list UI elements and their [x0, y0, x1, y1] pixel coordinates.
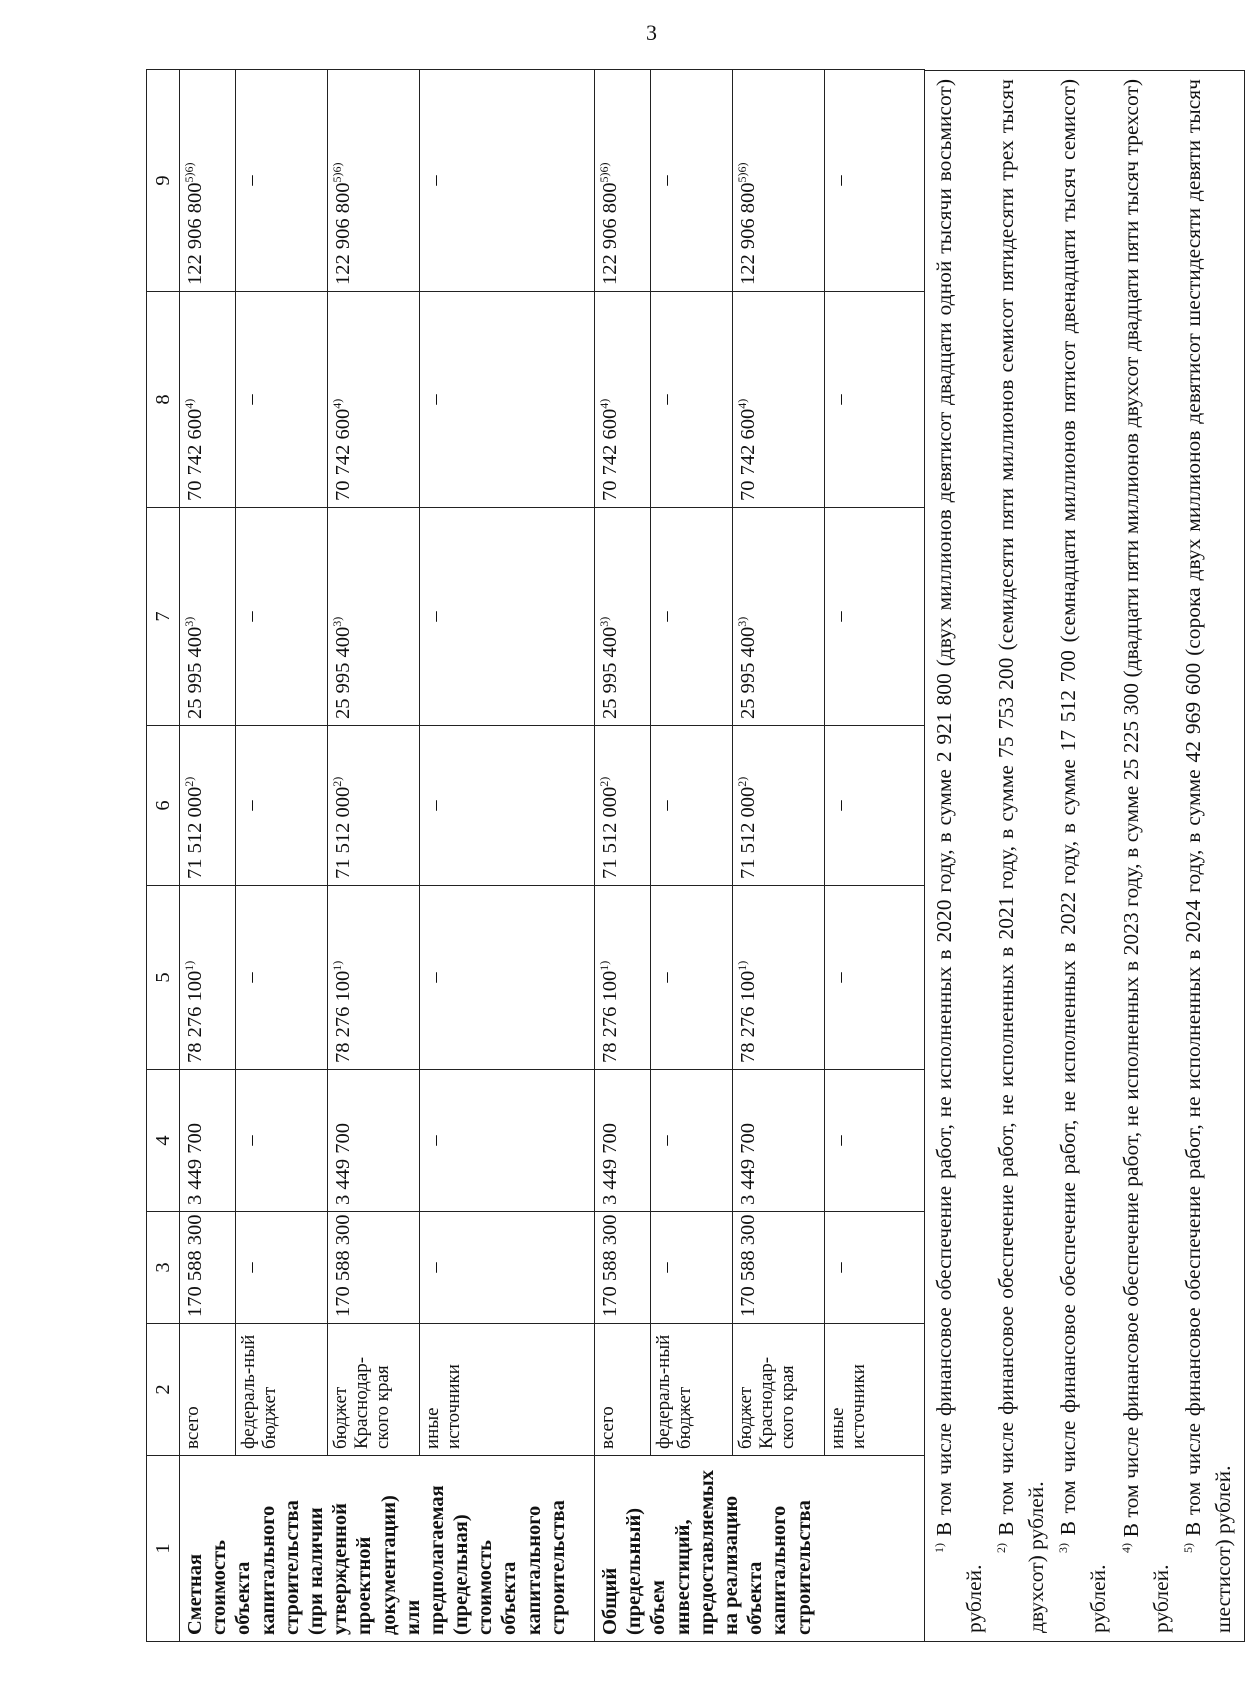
amount-cell-c6: –: [236, 726, 328, 886]
amount-cell-c9: –: [420, 70, 595, 292]
amount-cell-c5: [733, 886, 825, 1070]
amount-value: 170 588 300: [737, 1214, 759, 1317]
funding-source: бюджет Краснодар-ского края: [733, 1324, 825, 1456]
amount-cell-c9: [180, 70, 236, 292]
footnote-text: В том числе финансовое обеспечение работ, не исполненных в 2020 году, в сумме 2 921 800 (двух миллионов девятисот двадцати одной тысячи восьмисот) рублей.: [932, 79, 987, 1633]
amount-cell-c9: [595, 70, 651, 292]
footnote-ref: 4): [182, 398, 197, 409]
amount-cell-c3: –: [420, 1212, 595, 1324]
amount-cell-c6: [595, 726, 651, 886]
col-header-8: 8: [147, 292, 180, 508]
table-row: [825, 70, 925, 1642]
funding-source: всего: [180, 1324, 236, 1456]
amount-cell-c9: [733, 70, 825, 292]
amount-cell-c5: [180, 886, 236, 1070]
footnote-ref: 2): [735, 776, 750, 787]
amount-cell-c3: –: [236, 1212, 328, 1324]
amount-cell-c3: [595, 1212, 651, 1324]
footnote-mark: 2): [994, 1543, 1009, 1553]
amount-cell-c8: [328, 292, 420, 508]
amount-cell-c5: [595, 886, 651, 1070]
col-header-6: 6: [147, 726, 180, 886]
amount-value: 70 742 600: [184, 408, 206, 501]
footnote: [1116, 79, 1176, 1633]
footnote: [1178, 79, 1238, 1633]
footnote: [929, 79, 989, 1633]
funding-source: иные источники: [420, 1324, 595, 1456]
amount-cell-c3: –: [651, 1212, 733, 1324]
footnote-ref: 3): [330, 616, 345, 627]
col-header-2: 2: [147, 1324, 180, 1456]
amount-cell-c6: [180, 726, 236, 886]
funding-source: всего: [595, 1324, 651, 1456]
footnote-mark: 1): [931, 1543, 946, 1553]
amount-value: 170 588 300: [184, 1214, 206, 1317]
amount-cell-c7: [328, 508, 420, 726]
amount-cell-c3: [328, 1212, 420, 1324]
footnote-ref: 4): [330, 398, 345, 409]
table-row: [595, 70, 651, 1642]
amount-cell-c4: [595, 1070, 651, 1212]
amount-cell-c6: –: [825, 726, 925, 886]
amount-cell-c6: [733, 726, 825, 886]
amount-cell-c3: [733, 1212, 825, 1324]
table-row: [651, 70, 733, 1642]
amount-cell-c7: [180, 508, 236, 726]
footnote-ref: 5)6): [182, 162, 197, 183]
amount-value: 122 906 800: [599, 182, 621, 285]
amount-cell-c5: –: [651, 886, 733, 1070]
amount-value: 122 906 800: [332, 182, 354, 285]
table-row: [420, 70, 595, 1642]
amount-cell-c6: –: [420, 726, 595, 886]
footnote-ref: 1): [182, 960, 197, 971]
amount-value: 25 995 400: [332, 626, 354, 719]
footnote: [1053, 79, 1113, 1633]
amount-cell-c8: –: [420, 292, 595, 508]
amount-value: 70 742 600: [737, 408, 759, 501]
table-row: [328, 70, 420, 1642]
footnote-mark: 3): [1056, 1543, 1071, 1553]
amount-value: 71 512 000: [737, 786, 759, 879]
amount-value: 78 276 100: [332, 970, 354, 1063]
col-header-9: 9: [147, 70, 180, 292]
amount-value: 122 906 800: [184, 182, 206, 285]
amount-cell-c4: [733, 1070, 825, 1212]
funding-source: федераль-ный бюджет: [236, 1324, 328, 1456]
amount-cell-c7: [733, 508, 825, 726]
amount-cell-c5: –: [825, 886, 925, 1070]
funding-source: бюджет Краснодар-ского края: [328, 1324, 420, 1456]
footnote-text: В том числе финансовое обеспечение работ, не исполненных в 2022 году, в сумме 17 512 700 (семнадцати миллионов пятисот двенадцати тысяч семисот) рублей.: [1056, 79, 1111, 1633]
amount-cell-c4: –: [825, 1070, 925, 1212]
footnote-ref: 2): [182, 776, 197, 787]
page-number: 3: [646, 20, 657, 45]
table-row: [236, 70, 328, 1642]
amount-value: 3 449 700: [184, 1123, 206, 1205]
amount-value: 70 742 600: [599, 408, 621, 501]
table-row: [180, 70, 236, 1642]
amount-cell-c7: [595, 508, 651, 726]
footnote: [991, 79, 1051, 1633]
col-header-1: 1: [147, 1456, 180, 1642]
amount-value: 3 449 700: [599, 1123, 621, 1205]
funding-source: федераль-ный бюджет: [651, 1324, 733, 1456]
footnote-ref: 1): [330, 960, 345, 971]
footnote-ref: 3): [597, 616, 612, 627]
amount-cell-c4: [180, 1070, 236, 1212]
amount-cell-c8: –: [825, 292, 925, 508]
amount-value: 78 276 100: [599, 970, 621, 1063]
amount-cell-c4: –: [651, 1070, 733, 1212]
amount-cell-c8: [595, 292, 651, 508]
amount-value: 78 276 100: [737, 970, 759, 1063]
amount-cell-c8: –: [651, 292, 733, 508]
amount-cell-c8: [180, 292, 236, 508]
footnote-ref: 2): [330, 776, 345, 787]
amount-value: 3 449 700: [737, 1123, 759, 1205]
footnote-ref: 3): [735, 616, 750, 627]
amount-cell-c7: –: [420, 508, 595, 726]
footnote-ref: 1): [597, 960, 612, 971]
col-header-7: 7: [147, 508, 180, 726]
footnote-ref: 5)6): [330, 162, 345, 183]
amount-cell-c3: [180, 1212, 236, 1324]
footnotes: [925, 70, 1245, 1642]
table-body: [147, 70, 925, 1642]
amount-cell-c7: –: [651, 508, 733, 726]
amount-cell-c9: –: [825, 70, 925, 292]
amount-cell-c7: –: [825, 508, 925, 726]
amount-value: 71 512 000: [332, 786, 354, 879]
amount-value: 70 742 600: [332, 408, 354, 501]
footnote-text: В том числе финансовое обеспечение работ, не исполненных в 2023 году, в сумме 25 225 300 (двадцати пяти миллионов двухсот двадцати пяти тысяч трехсот) рублей.: [1118, 79, 1173, 1633]
amount-cell-c5: [328, 886, 420, 1070]
amount-cell-c8: –: [236, 292, 328, 508]
amount-value: 25 995 400: [599, 626, 621, 719]
footnote-text: В том числе финансовое обеспечение работ, не исполненных в 2021 году, в сумме 75 753 200 (семидесяти пяти миллионов семисот пятидесяти трех тысяч двухсот) рублей.: [994, 79, 1049, 1633]
footnote-mark: 5): [1180, 1543, 1195, 1553]
amount-cell-c4: [328, 1070, 420, 1212]
amount-cell-c9: –: [236, 70, 328, 292]
amount-cell-c5: –: [236, 886, 328, 1070]
amount-value: 78 276 100: [184, 970, 206, 1063]
rotated-table-block: [146, 70, 1235, 1642]
column-number-row: [147, 70, 180, 1642]
section-label: Общий (предельный) объем инвестиций, предоставляемых на реализацию объекта капитального строительства: [595, 1456, 925, 1642]
amount-value: 3 449 700: [332, 1123, 354, 1205]
amount-value: 170 588 300: [599, 1214, 621, 1317]
footnote-text: В том числе финансовое обеспечение работ, не исполненных в 2024 году, в сумме 42 969 600 (сорока двух миллионов девятисот шестидесяти девяти тысяч шестисот) рублей.: [1180, 79, 1235, 1633]
amount-value: 122 906 800: [737, 182, 759, 285]
footnote-ref: 2): [597, 776, 612, 787]
col-header-3: 3: [147, 1212, 180, 1324]
funding-source: иные источники: [825, 1324, 925, 1456]
footnote-ref: 5)6): [597, 162, 612, 183]
amount-cell-c7: –: [236, 508, 328, 726]
table-row: [733, 70, 825, 1642]
amount-cell-c6: –: [651, 726, 733, 886]
col-header-4: 4: [147, 1070, 180, 1212]
section-label: Сметная стоимость объекта капитального строительства (при наличии утвержденной проектной документации) или предполагаемая (предельная) стоимость объекта капитального строительства: [180, 1456, 595, 1642]
amount-cell-c8: [733, 292, 825, 508]
amount-cell-c9: [328, 70, 420, 292]
amount-value: 170 588 300: [332, 1214, 354, 1317]
amount-value: 25 995 400: [737, 626, 759, 719]
amount-cell-c4: –: [420, 1070, 595, 1212]
amount-value: 25 995 400: [184, 626, 206, 719]
amount-value: 71 512 000: [184, 786, 206, 879]
footnote-ref: 3): [182, 616, 197, 627]
amount-cell-c6: [328, 726, 420, 886]
amount-cell-c5: –: [420, 886, 595, 1070]
financing-table: [146, 69, 925, 1642]
footnote-mark: 4): [1118, 1543, 1133, 1553]
footnote-ref: 4): [597, 398, 612, 409]
footnote-ref: 1): [735, 960, 750, 971]
footnote-ref: 4): [735, 398, 750, 409]
footnote-ref: 5)6): [735, 162, 750, 183]
amount-value: 71 512 000: [599, 786, 621, 879]
amount-cell-c3: –: [825, 1212, 925, 1324]
col-header-5: 5: [147, 886, 180, 1070]
amount-cell-c9: –: [651, 70, 733, 292]
amount-cell-c4: –: [236, 1070, 328, 1212]
